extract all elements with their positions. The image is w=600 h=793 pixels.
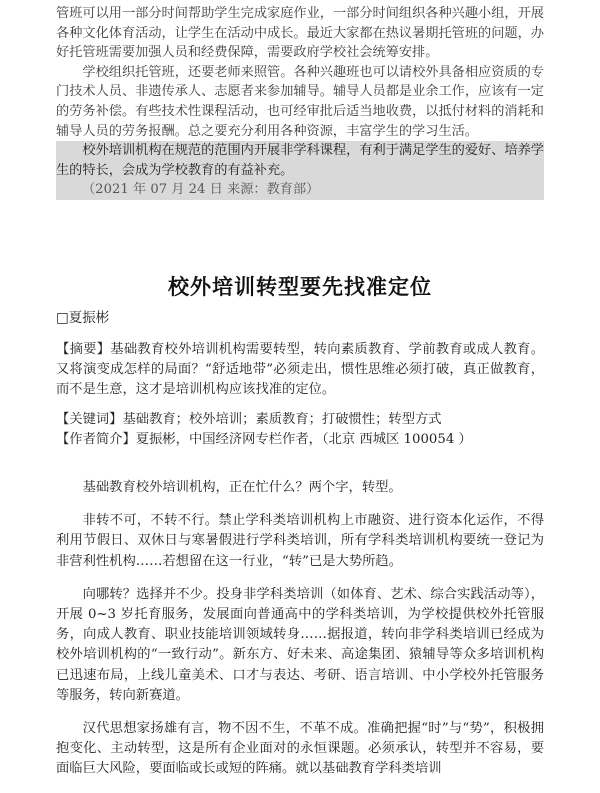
keywords-line: 【关键词】基础教育；校外培训；素质教育；打破惯性；转型方式 xyxy=(56,412,442,427)
author-intro-line: 【作者简介】夏振彬，中国经济网专栏作者，（北京 西城区 100054 ） xyxy=(56,432,472,447)
body-paragraph: 学校组织托管班，还要老师来照管。各种兴趣班也可以请校外具备相应资质的专门技术人员、非遗传承人、志愿者来参加辅导。辅导人员都是业余工作，应该有一定的劳务补偿。有些技术性课程活动，也可经审批后适当地收费，以抵付材料的消耗和辅导人员的劳务报酬。总之要充分利用各种资源，丰富学生的学习生活。 xyxy=(56,64,544,139)
source-line: （2021 年 07 月 24 日 来源：教育部） xyxy=(82,182,320,198)
abstract-text: 【摘要】基础教育校外培训机构需要转型，转向素质教育、学前教育或成人教育。又将演变成怎样的局面？“舒适地带”必须走出，惯性思维必须打破，真正做教育，而不是生意，这才是培训机构应该找准的定位。 xyxy=(56,342,544,397)
highlight-text: 校外培训机构在规范的范围内开展非学科课程，有利于满足学生的爱好、培养学生的特长，会成为学校教育的有益补充。 xyxy=(56,143,544,178)
previous-article-tail xyxy=(56,4,544,200)
article-abstract xyxy=(56,340,544,400)
article-author: □夏振彬 xyxy=(56,310,110,326)
body-paragraph: 向哪转？选择并不少。投身非学科类培训（如体育、艺术、综合实践活动等），开展 0~3 岁托育服务，发展面向普通高中的学科类培训，为学校提供校外托管服务，向成人教育、职业技能培训领域转身……据报道，转向非学科类培训已经成为校外培训机构的“一致行动”。新东方、好未来、高途集团、猿辅导等众多培训机构已迅速布局，上线儿童美术、口才与表达、考研、语言培训、中小学校外托管服务等服务，转向新赛道。 xyxy=(56,586,544,703)
body-paragraph: 汉代思想家扬雄有言，物不因不生，不革不成。准确把握“时”与“势”，积极拥抱变化、主动转型，这是所有企业面对的永恒课题。必须承认，转型并不容易，要面临巨大风险，要面临或长或短的阵痛。就以基础教育学科类培训 xyxy=(56,721,544,777)
body-paragraph: 基础教育校外培训机构，正在忙什么？两个字，转型。 xyxy=(82,480,402,495)
article-body xyxy=(56,478,544,793)
highlighted-paragraph xyxy=(56,141,544,200)
article-meta xyxy=(56,410,544,450)
body-paragraph: 非转不可，不转不行。禁止学科类培训机构上市融资、进行资本化运作，不得利用节假日、双休日与寒暑假进行学科类培训，所有学科类培训机构要统一登记为非营利性机构……若想留在这一行业，“转”已是大势所趋。 xyxy=(56,513,544,569)
article-title: 校外培训转型要先找准定位 xyxy=(168,275,432,299)
body-paragraph: 管班可以用一部分时间帮助学生完成家庭作业，一部分时间组织各种兴趣小组，开展各种文化体育活动，让学生在活动中成长。最近大家都在热议暑期托管班的问题，办好托管班需要加强人员和经费保障，需要政府学校社会统筹安排。 xyxy=(56,6,544,61)
